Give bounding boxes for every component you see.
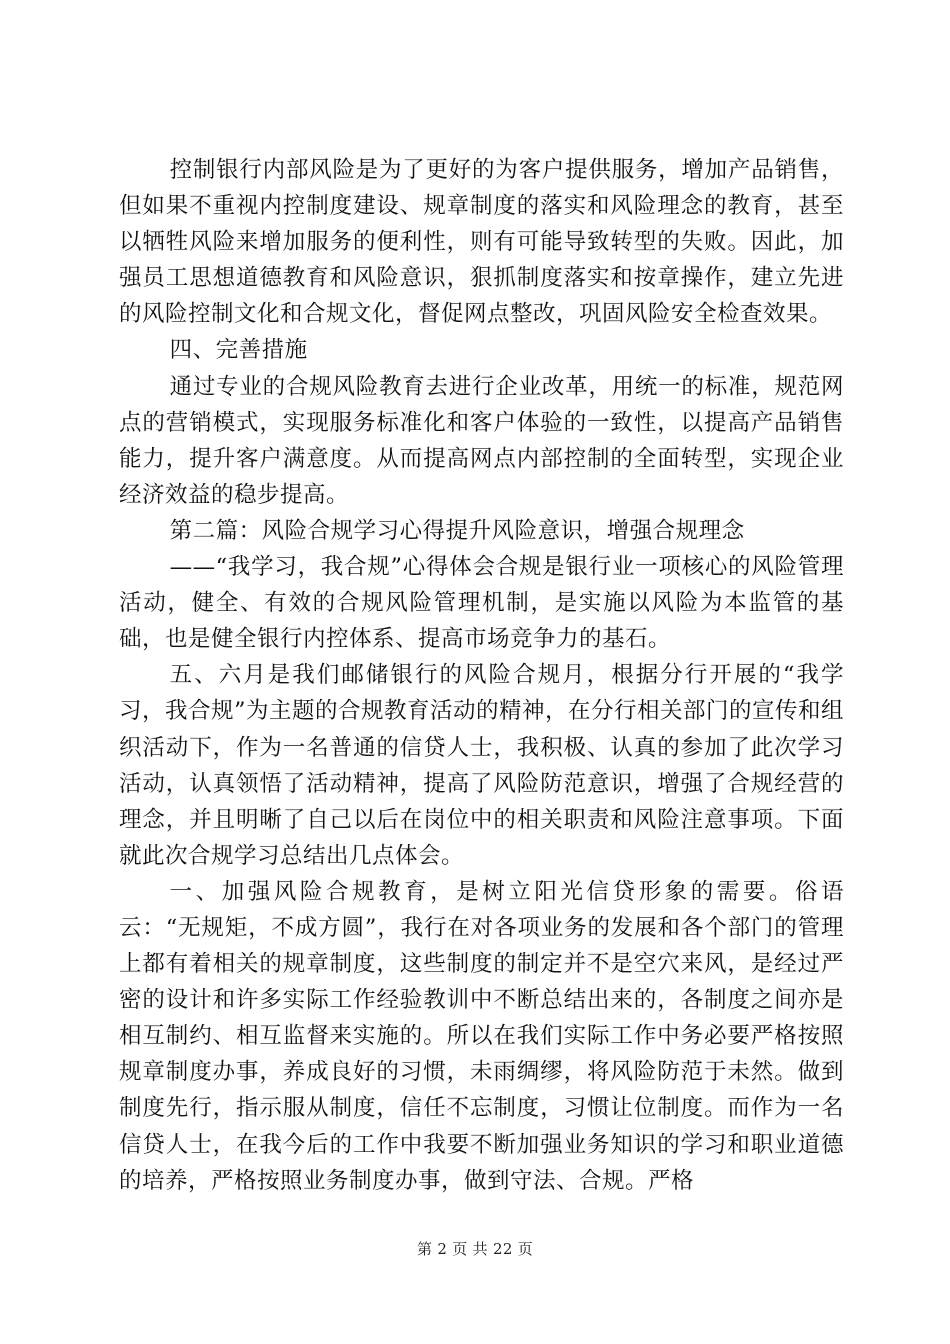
page-footer: 第 2 页 共 22 页 [416, 1240, 534, 1258]
document-body [119, 152, 844, 1199]
chapter-title-second: 第二篇：风险合规学习心得提升风险意识，增强合规理念 [169, 517, 745, 544]
section-heading-measures: 四、完善措施 [169, 337, 308, 364]
paragraph-risk-control: 控制银行内部风险是为了更好的为客户提供服务，增加产品销售，但如果不重视内控制度建设、规章制度的落实和风险理念的教育，甚至以牺牲风险来增加服务的便利性，则有可能导致转型的失败。因此，加强员工思想道德教育和风险意识，狠抓制度落实和按章操作，建立先进的风险控制文化和合规文化，督促网点整改，巩固风险安全检查效果。 [119, 157, 844, 328]
paragraph-compliance-month: 五、六月是我们邮储银行的风险合规月，根据分行开展的“我学习，我合规”为主题的合规教育活动的精神，在分行相关部门的宣传和组织活动下，作为一名普通的信贷人士，我积极、认真的参加了此次学习活动，认真领悟了活动精神，提高了风险防范意识，增强了合规经营的理念，并且明晰了自己以后在岗位中的相关职责和风险注意事项。下面就此次合规学习总结出几点体会。 [119, 662, 845, 869]
paragraph-point-one: 一、加强风险合规教育，是树立阳光信贷形象的需要。俗语云：“无规矩，不成方圆”，我行在对各项业务的发展和各个部门的管理上都有着相关的规章制度，这些制度的制定并不是空穴来风，是经过严密的设计和许多实际工作经验教训中不断总结出来的，各制度之间亦是相互制约、相互监督来实施的。所以在我们实际工作中务必要严格按照规章制度办事，养成良好的习惯，未雨绸缪，将风险防范于未然。做到制度先行，指示服从制度，信任不忘制度，习惯让位制度。而作为一名信贷人士，在我今后的工作中我要不断加强业务知识的学习和职业道德的培养，严格按照业务制度办事，做到守法、合规。严格 [119, 878, 844, 1194]
paragraph-compliance-core: ——“我学习，我合规”心得体会合规是银行业一项核心的风险管理活动，健全、有效的合规风险管理机制，是实施以风险为本监管的基础，也是健全银行内控体系、提高市场竞争力的基石。 [119, 554, 844, 653]
paragraph-compliance-education: 通过专业的合规风险教育去进行企业改革，用统一的标准，规范网点的营销模式，实现服务标准化和客户体验的一致性，以提高产品销售能力，提升客户满意度。从而提高网点内部控制的全面转型，实现企业经济效益的稳步提高。 [119, 373, 844, 508]
